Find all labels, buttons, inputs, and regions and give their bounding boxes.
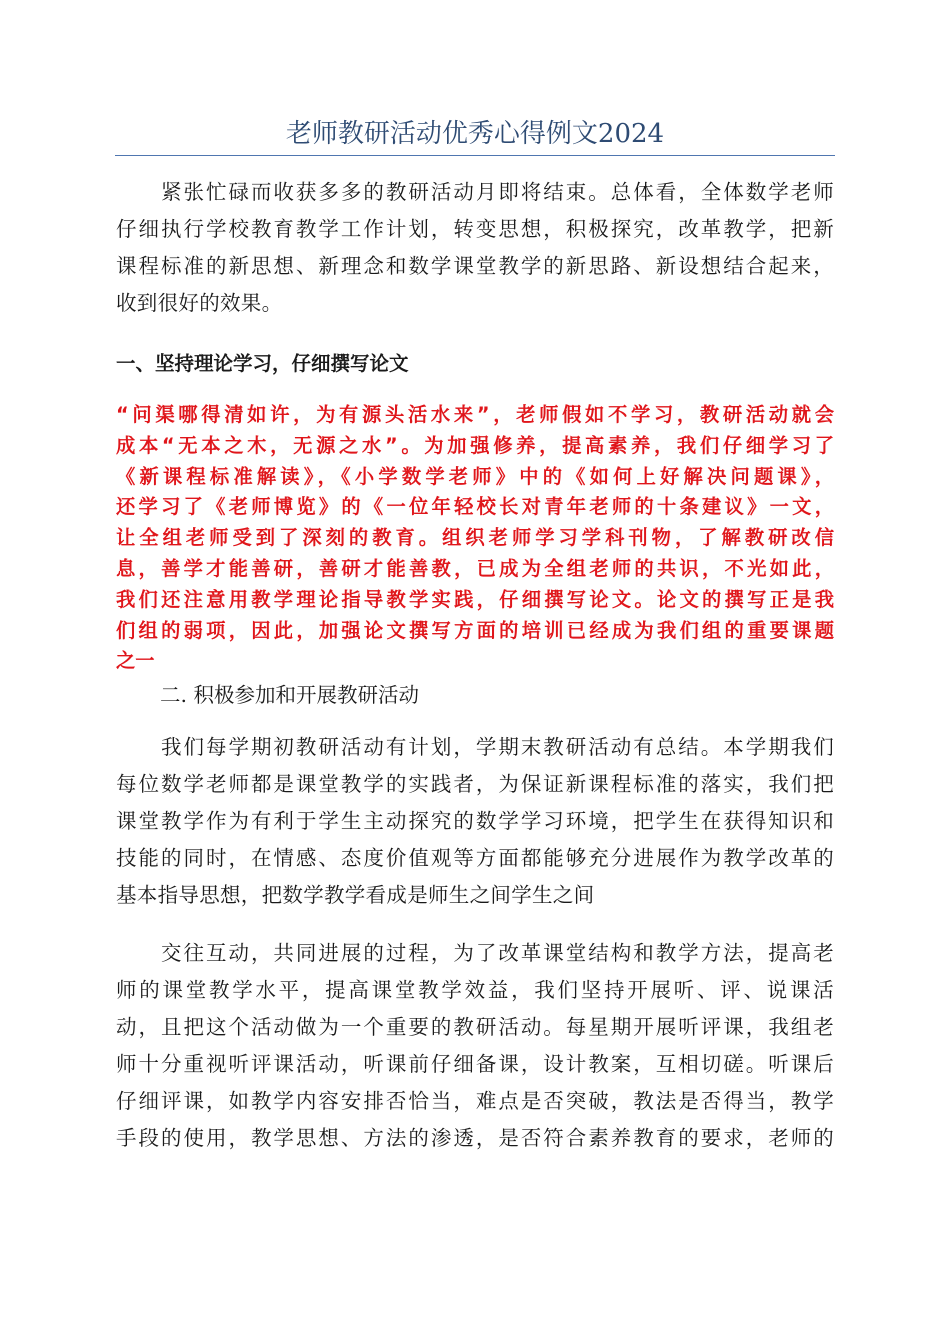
- text-line: 课堂教学作为有利于学生主动探究的数学学习环境，把学生在获得知识和: [116, 809, 834, 833]
- text-line: 还学习了《老师博览》的《一位年轻校长对青年老师的十条建议》一文，: [116, 495, 834, 519]
- text-line: 师的课堂教学水平，提高课堂教学效益，我们坚持开展听、评、说课活: [116, 978, 834, 1002]
- text-line: 师十分重视听评课活动，听课前仔细备课，设计教案，互相切磋。听课后: [116, 1052, 834, 1076]
- text-line: 手段的使用，教学思想、方法的渗透，是否符合素养教育的要求，老师的: [116, 1126, 834, 1150]
- intro-paragraph: [116, 174, 834, 322]
- section-1-emphasis-paragraph: [116, 400, 834, 677]
- text-line: “问渠哪得清如许，为有源头活水来”，老师假如不学习，教研活动就会: [116, 403, 834, 426]
- title-underline: [115, 155, 835, 156]
- text-line: 技能的同时，在情感、态度价值观等方面都能够充分进展作为教学改革的: [116, 846, 834, 870]
- text-line: 息，善学才能善研，善研才能善教，已成为全组老师的共识，不光如此，: [116, 556, 834, 580]
- text-line: 们组的弱项，因此，加强论文撰写方面的培训已经成为我们组的重要课题: [116, 618, 834, 642]
- text-line: 交往互动，共同进展的过程，为了改革课堂结构和教学方法，提高老: [116, 941, 834, 965]
- section-2-paragraph-2: [116, 935, 834, 1157]
- text-line: 我们还注意用教学理论指导教学实践，仔细撰写论文。论文的撰写正是我: [116, 587, 834, 611]
- text-line: 基本指导思想，把数学教学看成是师生之间学生之间: [116, 883, 595, 907]
- page-title: 老师教研活动优秀心得例文2024: [285, 119, 665, 149]
- section-2-paragraph-1: [116, 729, 834, 914]
- text-line: 仔细评课，如教学内容安排否恰当，难点是否突破，教法是否得当，教学: [116, 1089, 834, 1113]
- text-line: 仔细执行学校教育教学工作计划，转变思想，积极探究，改革教学，把新: [116, 217, 834, 241]
- section-1-heading: 一、坚持理论学习，仔细撰写论文: [116, 352, 409, 375]
- text-line: 成本“无本之木，无源之水”。为加强修养，提高素养，我们仔细学习了: [116, 433, 834, 457]
- text-line: 紧张忙碌而收获多多的教研活动月即将结束。总体看，全体数学老师: [116, 180, 834, 204]
- text-line: 动，且把这个活动做为一个重要的教研活动。每星期开展听评课，我组老: [116, 1015, 834, 1039]
- section-2-heading: 二. 积极参加和开展教研活动: [160, 683, 420, 707]
- text-line: 我们每学期初教研活动有计划，学期末教研活动有总结。本学期我们: [116, 735, 834, 759]
- text-line: 每位数学老师都是课堂教学的实践者，为保证新课程标准的落实，我们把: [116, 772, 834, 796]
- text-line: 课程标准的新思想、新理念和数学课堂教学的新思路、新设想结合起来，: [116, 254, 834, 278]
- text-line: 之一: [116, 649, 155, 673]
- text-line: 让全组老师受到了深刻的教育。组织老师学习学科刊物，了解教研改信: [116, 526, 834, 550]
- text-line: 收到很好的效果。: [116, 291, 283, 315]
- text-line: 《新课程标准解读》，《小学数学老师》中的《如何上好解决问题课》，: [116, 464, 834, 488]
